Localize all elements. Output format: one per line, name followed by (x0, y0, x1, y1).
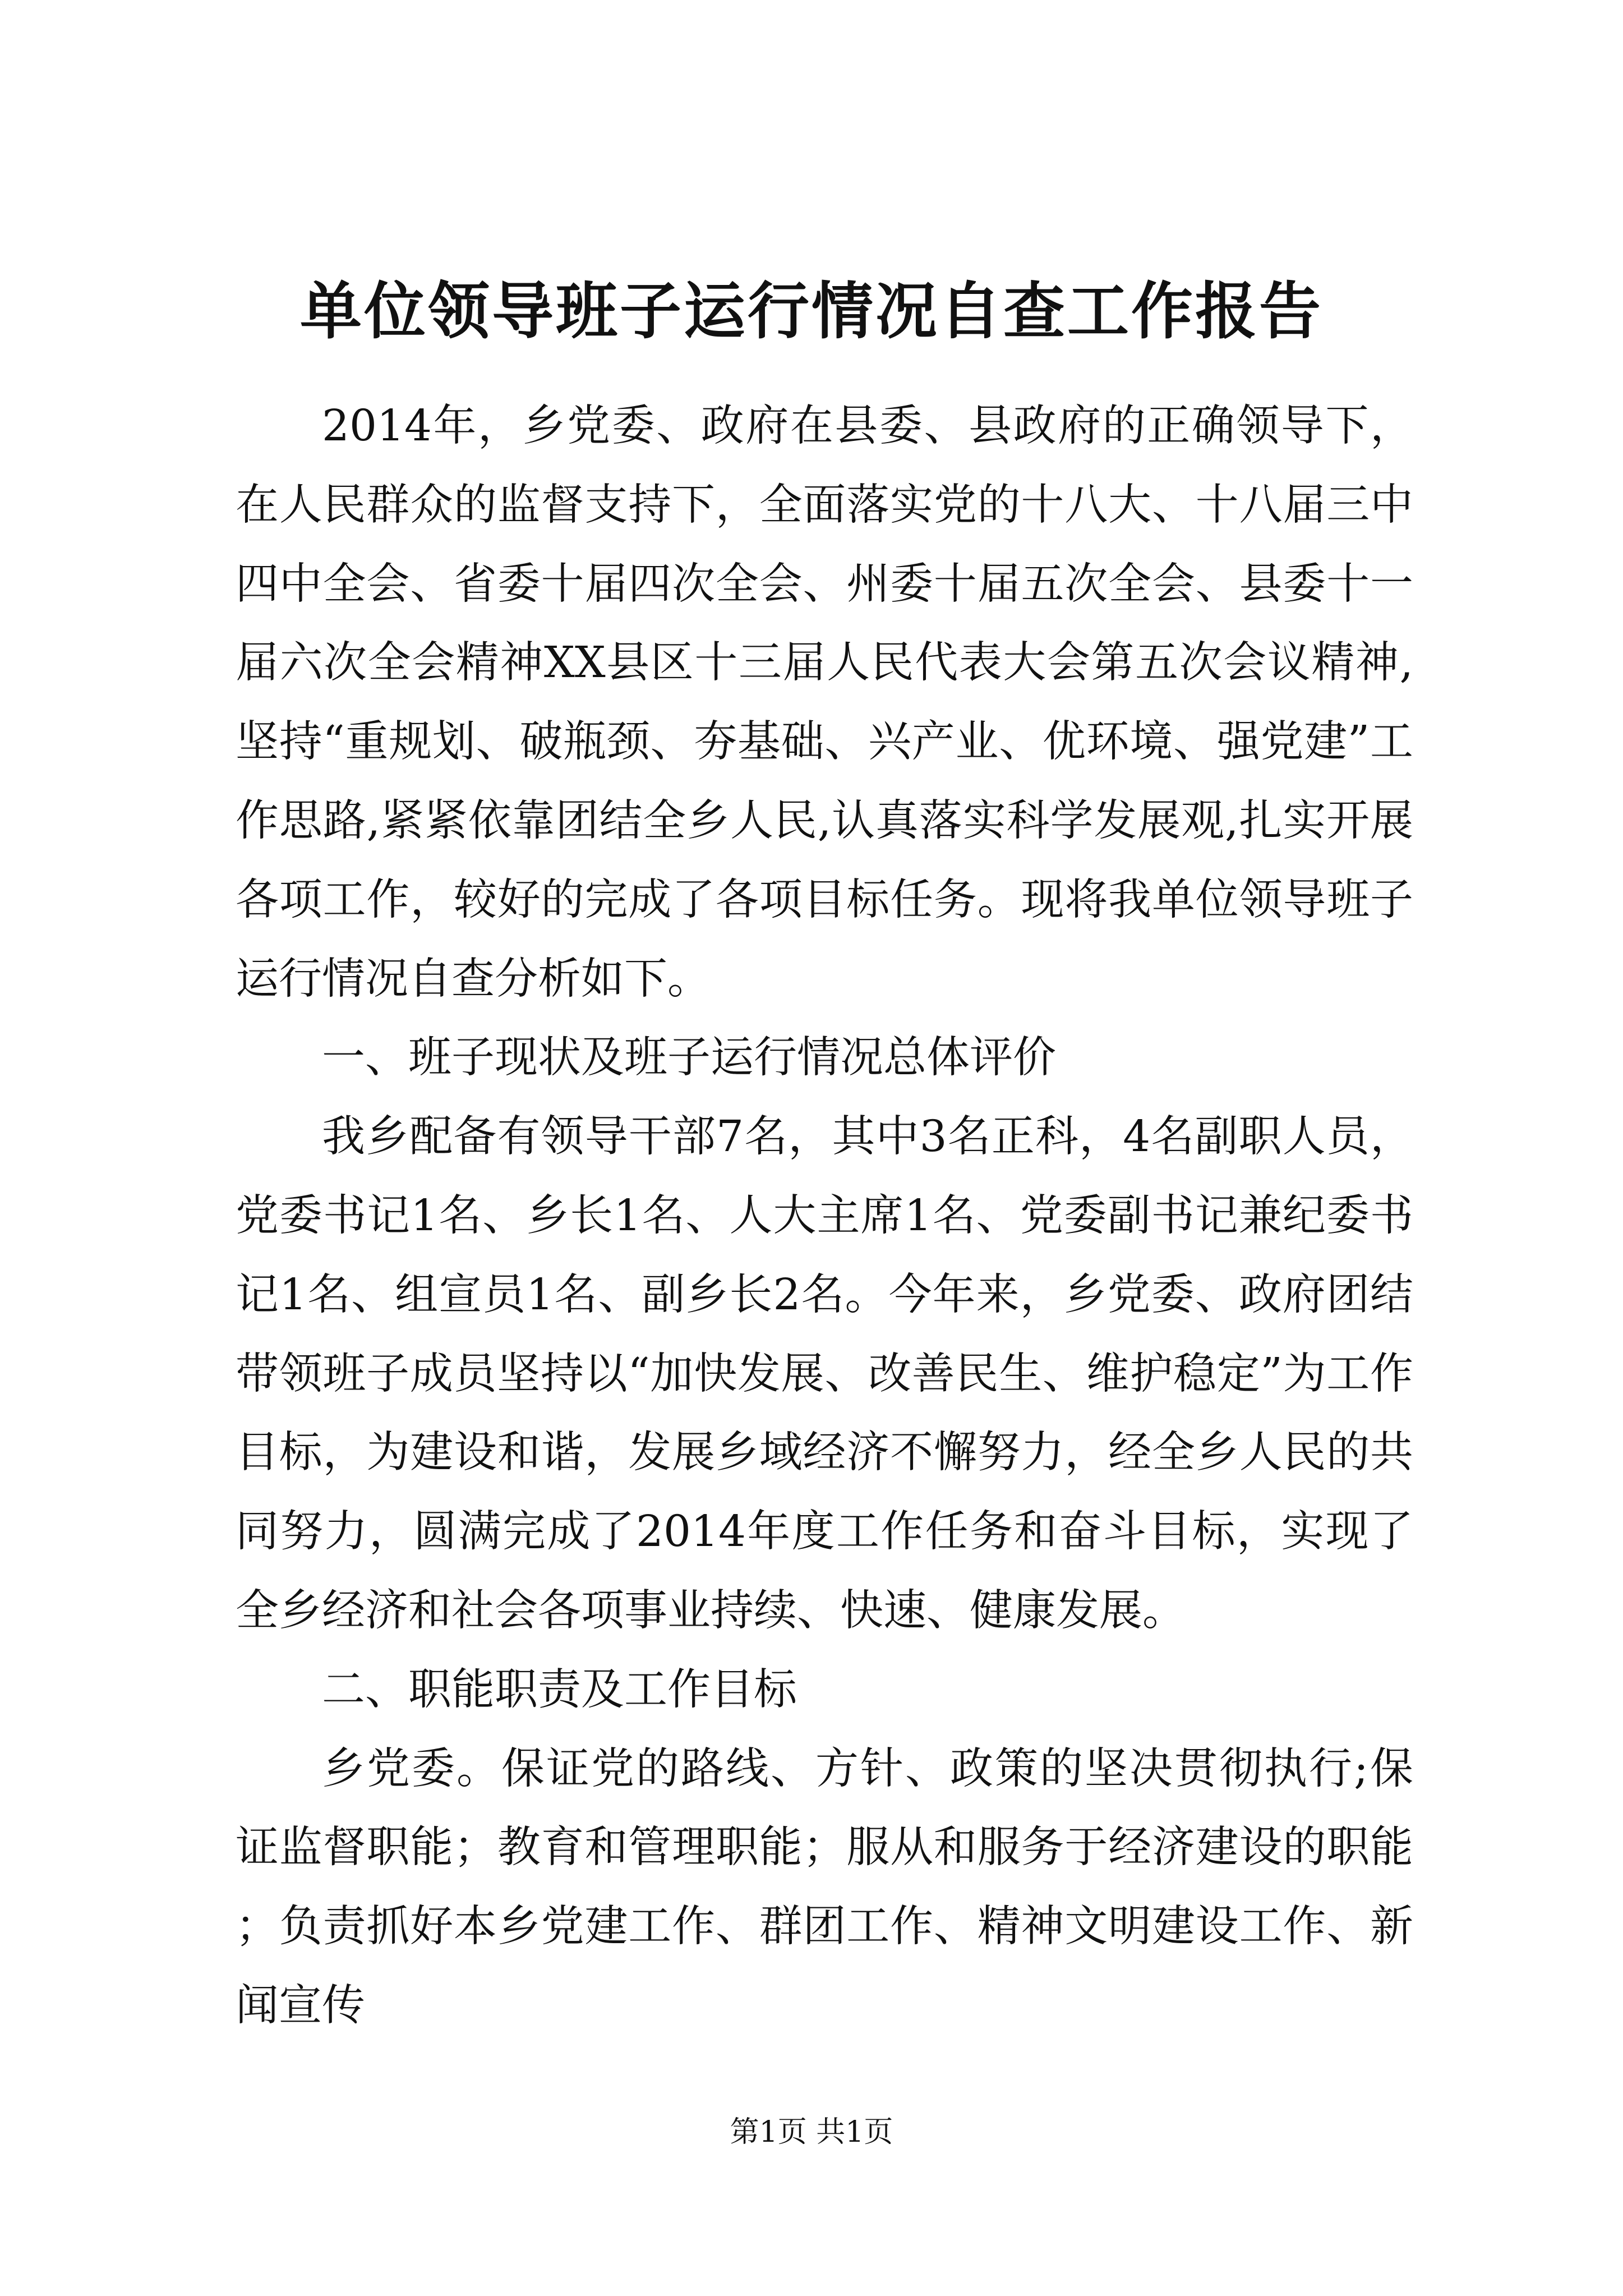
body-paragraph: 乡党委。保证党的路线、方针、政策的坚决贯彻执行;保证监督职能；教育和管理职能；服从和服务于经济建设的职能；负责抓好本乡党建工作、群团工作、精神文明建设工作、新闻宣传 (236, 1743, 1413, 2031)
document-body (236, 387, 1413, 2046)
page-number: 第1页 (730, 2115, 807, 2149)
document-title: 单位领导班子运行情况自查工作报告 (300, 275, 1323, 347)
body-paragraph: 我乡配备有领导干部7名，其中3名正科，4名副职人员，党委书记1名、乡长1名、人大主席1名、党委副书记兼纪委书记1名、组宣员1名、副乡长2名。今年来，乡党委、政府团结带领班子成员坚持以“加快发展、改善民生、维护稳定”为工作目标，为建设和谐，发展乡域经济不懈努力，经全乡人民的共同努力，圆满完成了2014年度工作任务和奋斗目标，实现了全乡经济和社会各项事业持续、快速、健康发展。 (236, 1112, 1413, 1636)
page-footer (0, 2115, 1623, 2149)
section-heading: 一、班子现状及班子运行情况总体评价 (322, 1033, 1056, 1083)
body-paragraph: 2014年，乡党委、政府在县委、县政府的正确领导下，在人民群众的监督支持下，全面落实党的十八大、十八届三中四中全会、省委十届四次全会、州委十届五次全会、县委十一届六次全会精神XX县区十三届人民代表大会第五次会议精神,坚持“重规划、破瓶颈、夯基础、兴产业、优环境、强党建”工作思路,紧紧依靠团结全乡人民,认真落实科学发展观,扎实开展各项工作，较好的完成了各项目标任务。现将我单位领导班子运行情况自查分析如下。 (236, 401, 1413, 1004)
section-heading: 二、职能职责及工作目标 (322, 1664, 797, 1715)
page-total: 共1页 (816, 2115, 893, 2149)
